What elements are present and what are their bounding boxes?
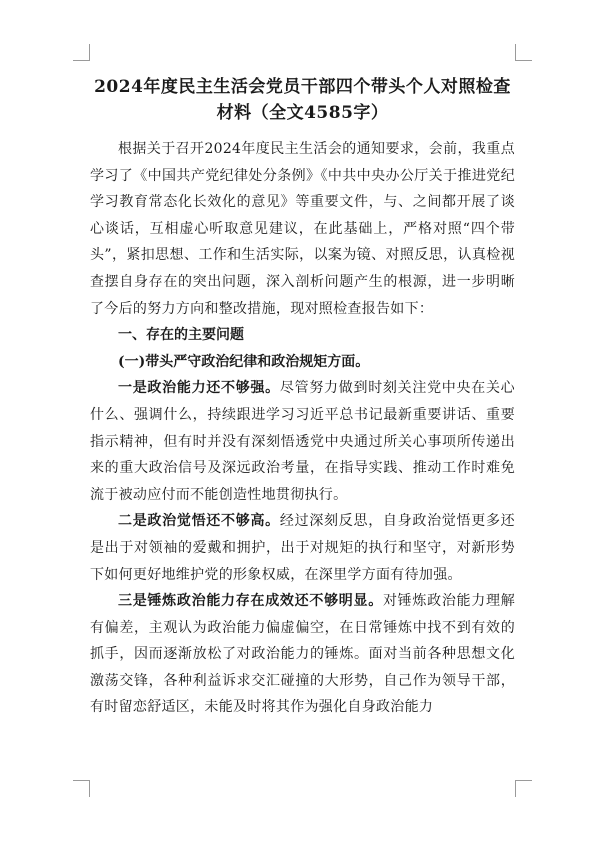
subsection-heading: (一)带头严守政治纪律和政治规矩方面。 [118,353,370,370]
section-heading: 一、存在的主要问题 [118,327,244,344]
item-body-1: 尽管努力做到时刻关注党中央在关心什么、强调什么，持续跟进学习习近平总书记最新重要讲话、重要指示精神，但有时并没有深刻悟透党中央通过所关心事项所传递出来的重大政治信号及深远政治考量，在指导实践、推动工作时难免流于被动应付而不能创造性地贯彻执行。 [90,380,515,503]
crop-mark-top-right [515,44,532,61]
item-lead-1: 一是政治能力还不够强。 [118,380,280,397]
item-body-2: 经过深刻反思，自身政治觉悟更多还是出于对领袖的爱戴和拥护，出于对规矩的执行和坚守，对新形势下如何更好地维护党的形象权威，在深里学方面有待加强。 [90,513,515,583]
item-paragraph-1 [90,375,515,508]
item-paragraph-2 [90,508,515,588]
item-lead-2: 二是政治觉悟还不够高。 [118,513,280,530]
document-body [90,74,515,721]
item-body-3: 对锤炼政治能力理解有偏差，主观认为政治能力偏虚偏空，在日常锤炼中找不到有效的抓手，因而逐渐放松了对政治能力的锤炼。面对当前各种思想文化激荡交锋，各种利益诉求交汇碰撞的大形势，自己作为领导干部，有时留恋舒适区，未能及时将其作为强化自身政治能力 [90,593,516,716]
item-paragraph-3 [90,588,515,721]
document-title: 2024年度民主生活会党员干部四个带头个人对照检查材料（全文4585字） [94,77,511,123]
crop-mark-top-left [73,44,90,61]
intro-paragraph: 根据关于召开2024年度民主生活会的通知要求，会前，我重点学习了《中国共产党纪律处分条例》《中共中央办公厅关于推进党纪学习教育常态化长效化的意见》等重要文件，与、之间都开展了谈心谈话，互相虚心听取意见建议，在此基础上，严格对照“四个带头”，紧扣思想、工作和生活实际，以案为镜、对照反思，认真检视查摆自身存在的突出问题，深入剖析问题产生的根源，进一步明晰了今后的努力方向和整改措施，现对照检查报告如下： [90,141,515,317]
crop-mark-bottom-right [515,780,532,797]
crop-mark-bottom-left [73,780,90,797]
item-lead-3: 三是锤炼政治能力存在成效还不够明显。 [118,593,383,610]
